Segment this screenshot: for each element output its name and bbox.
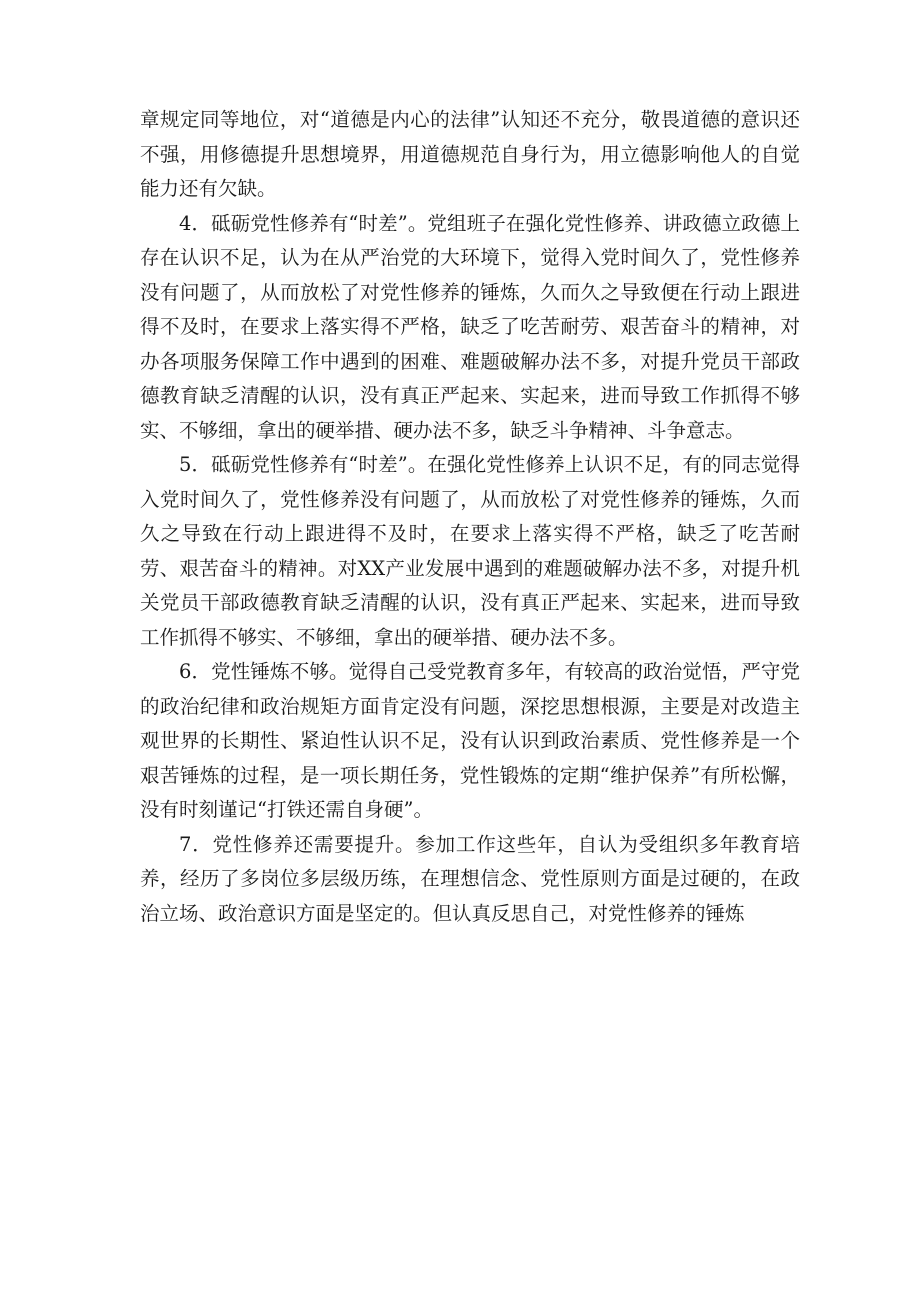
paragraph-item-4: 4．砥砺党性修养有“时差”。党组班子在强化党性修养、讲政德立政德上存在认识不足，认为在从严治党的大环境下，觉得入党时间久了，党性修养没有问题了，从而放松了对党性修养的锤炼，久而久之导致便在行动上跟进得不及时，在要求上落实得不严格，缺乏了吃苦耐劳、艰苦奋斗的精神，对办各项服务保障工作中遇到的困难、难题破解办法不多，对提升党员干部政德教育缺乏清醒的认识，没有真正严起来、实起来，进而导致工作抓得不够实、不够细，拿出的硬举措、硬办法不多，缺乏斗争精神、斗争意志。 <box>140 211 800 442</box>
paragraph-continuation: 章规定同等地位，对“道德是内心的法律”认知还不充分，敬畏道德的意识还不强，用修德提升思想境界，用道德规范自身行为，用立德影响他人的自觉能力还有欠缺。 <box>140 108 800 200</box>
paragraph-item-6: 6．党性锤炼不够。觉得自己受党教育多年，有较高的政治觉悟，严守党的政治纪律和政治规矩方面肯定没有问题，深挖思想根源，主要是对改造主观世界的长期性、紧迫性认识不足，没有认识到政治素质、党性修养是一个艰苦锤炼的过程，是一项长期任务，党性锻炼的定期“维护保养”有所松懈，没有时刻谨记“打铁还需自身硬”。 <box>140 660 800 821</box>
paragraph-item-5: 5．砥砺党性修养有“时差”。在强化党性修养上认识不足，有的同志觉得入党时间久了，党性修养没有问题了，从而放松了对党性修养的锤炼，久而久之导致在行动上跟进得不及时，在要求上落实得不严格，缺乏了吃苦耐劳、艰苦奋斗的精神。对XX产业发展中遇到的难题破解办法不多，对提升机关党员干部政德教育缺乏清醒的认识，没有真正严起来、实起来，进而导致工作抓得不够实、不够细，拿出的硬举措、硬办法不多。 <box>140 453 800 649</box>
paragraph-item-7: 7．党性修养还需要提升。参加工作这些年，自认为受组织多年教育培养，经历了多岗位多层级历练，在理想信念、党性原则方面是过硬的，在政治立场、政治意识方面是坚定的。但认真反思自己，对党性修养的锤炼 <box>140 832 800 925</box>
document-body <box>140 103 800 931</box>
